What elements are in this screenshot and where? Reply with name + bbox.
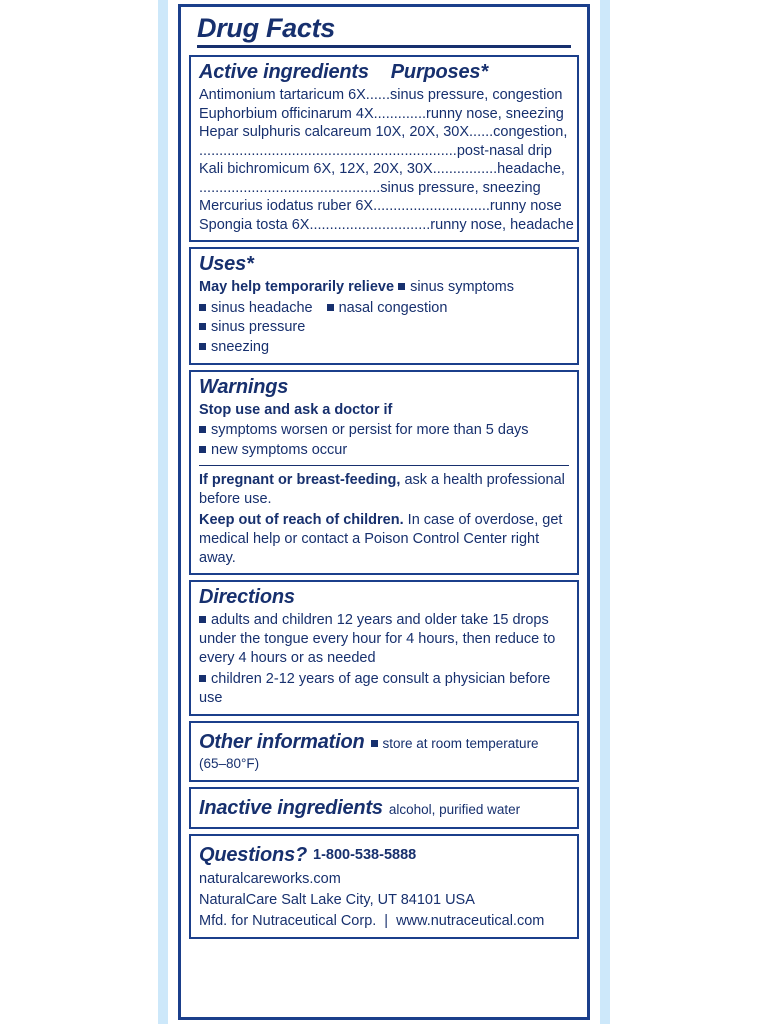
direction-bullet-label: children 2-12 years of age consult a physician before use [199, 671, 551, 706]
warning-bullet [199, 421, 569, 440]
active-ingredient-row: ................................................................post-nasal drip [199, 142, 552, 159]
uses-lead-line [199, 278, 569, 297]
uses-item-label: nasal congestion [338, 299, 448, 316]
company-address: NaturalCare Salt Lake City, UT 84101 USA [199, 891, 475, 908]
pregnancy-warning-bold: If pregnant or breast-feeding, [199, 472, 401, 489]
uses-item-label: sinus pressure [211, 318, 306, 335]
inactive-ingredients-text: alcohol, purified water [388, 801, 521, 817]
questions-header-line [199, 842, 569, 868]
bullet-square-icon [199, 616, 206, 623]
uses-lead-text: May help temporarily relieve [199, 279, 395, 296]
questions-heading: Questions? [199, 843, 308, 866]
drug-facts-panel [178, 4, 590, 1020]
warnings-divider [199, 465, 569, 466]
pregnancy-warning-text: ask a health professional before use. [199, 472, 565, 508]
warning-bullet [199, 441, 569, 460]
separator-bar: | [384, 912, 389, 929]
active-ingredient-row: Hepar sulphuris calcareum 10X, 20X, 30X......congestion, [199, 124, 568, 141]
other-information-heading: Other information [199, 730, 365, 753]
keep-out-warning-text: In case of overdose, get medical help or contact a Poison Control Center right away. [199, 511, 563, 566]
inactive-ingredients-heading: Inactive ingredients [199, 796, 383, 819]
title-block [189, 13, 579, 53]
active-ingredients-heading: Active ingredients [199, 61, 369, 83]
direction-bullet-label: adults and children 12 years and older take 15 drops under the tongue every hour for 4 hours, then reduce to every 4 hours or as needed [199, 612, 556, 667]
active-ingredients-section [189, 55, 579, 242]
left-margin-band [0, 0, 168, 1024]
warning-bullet-label: symptoms worsen or persist for more than 5 days [211, 422, 529, 438]
warning-bullet-label: new symptoms occur [211, 442, 348, 459]
uses-line-3 [199, 338, 569, 357]
bullet-square-icon [199, 304, 206, 311]
uses-line-2 [199, 299, 569, 337]
questions-section [189, 834, 579, 939]
bullet-square-icon [199, 446, 206, 453]
page-title: Drug Facts [197, 13, 336, 43]
bullet-square-icon [199, 675, 206, 682]
manufacturer-line [199, 912, 569, 931]
active-ingredient-row: Spongia tosta 6X..............................runny nose, headache [199, 216, 574, 233]
directions-heading: Directions [199, 586, 295, 609]
bullet-square-icon [199, 426, 206, 433]
uses-item [199, 318, 305, 337]
uses-item [199, 338, 269, 357]
active-ingredient-row: .............................................sinus pressure, sneezing [199, 179, 541, 196]
active-ingredients-header [199, 61, 569, 84]
direction-bullet [199, 611, 569, 668]
phone-number[interactable]: 1-800-538-5888 [313, 846, 417, 863]
bullet-square-icon [199, 323, 206, 330]
manufacturer-website[interactable]: www.nutraceutical.com [396, 912, 545, 929]
manufacturer-label: Mfd. for Nutraceutical Corp. [199, 912, 377, 929]
directions-section [189, 580, 579, 715]
purposes-heading: Purposes* [390, 61, 488, 83]
other-information-section [189, 721, 579, 782]
website-link[interactable]: naturalcareworks.com [199, 870, 341, 887]
uses-section [189, 247, 579, 365]
inactive-ingredients-content [199, 795, 569, 821]
stop-use-label: Stop use and ask a doctor if [199, 401, 393, 418]
uses-item [327, 299, 448, 318]
right-margin-band [600, 0, 768, 1024]
keep-out-warning-bold: Keep out of reach of children. [199, 511, 404, 528]
active-ingredient-row: Mercurius iodatus ruber 6X.............................runny nose [199, 198, 562, 215]
uses-heading: Uses* [199, 253, 254, 276]
other-information-content [199, 729, 569, 774]
uses-item-label: sneezing [211, 338, 270, 355]
active-ingredient-row: Antimonium tartaricum 6X......sinus pressure, congestion [199, 87, 563, 103]
uses-item [199, 299, 313, 318]
bullet-square-icon [398, 283, 405, 290]
inactive-ingredients-section [189, 787, 579, 829]
active-ingredient-row: Kali bichromicum 6X, 12X, 20X, 30X................headache, [199, 161, 565, 178]
direction-bullet [199, 670, 569, 708]
uses-item-label: sinus headache [211, 299, 313, 316]
other-information-text: store at room temperature (65–80°F) [199, 735, 539, 771]
uses-item-label: sinus symptoms [410, 279, 515, 296]
title-rule [197, 45, 571, 48]
active-ingredient-row: Euphorbium officinarum 4X.............runny nose, sneezing [199, 105, 564, 122]
uses-item [398, 278, 514, 297]
bullet-square-icon [327, 304, 334, 311]
bullet-square-icon [199, 343, 206, 350]
bullet-square-icon [371, 740, 378, 747]
warnings-section [189, 370, 579, 576]
pregnancy-warning [199, 471, 569, 509]
warnings-heading: Warnings [199, 375, 289, 398]
keep-out-warning [199, 511, 569, 568]
